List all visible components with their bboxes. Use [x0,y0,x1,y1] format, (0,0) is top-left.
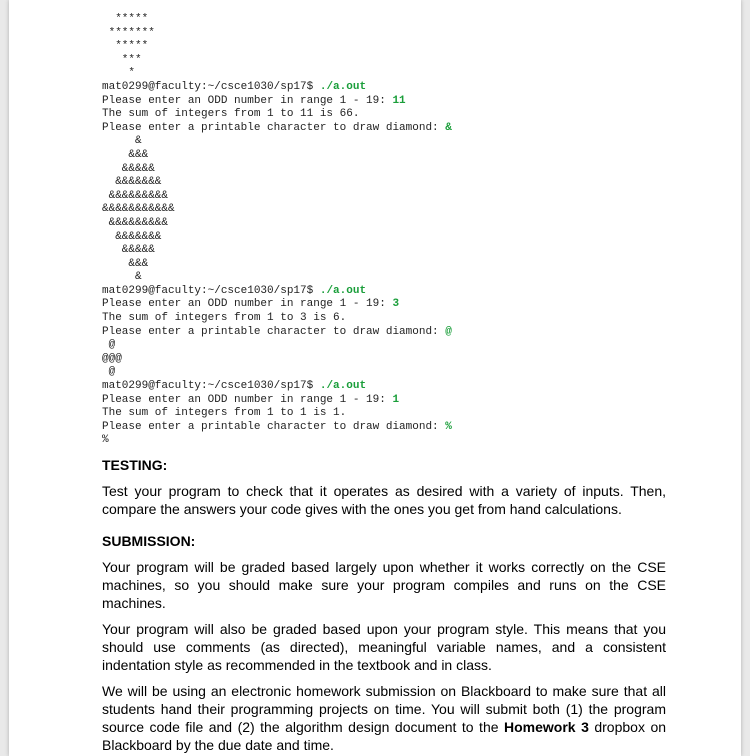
question-text: Please enter an ODD number in range 1 - 19: [102,94,393,107]
question-line [102,95,452,109]
answer-text: % [445,420,452,433]
diamond-line: &&&&&&& [102,176,162,189]
question-line [102,394,452,408]
sum-line: The sum of integers from 1 to 3 is 6. [102,312,347,325]
dropbox-name: Homework 3 [504,719,589,735]
question-line [102,326,452,340]
diamond-line: &&&&&&&&&&& [102,203,175,216]
diamond-line: ***** [102,13,149,25]
question-text: Please enter an ODD number in range 1 - 19: [102,393,393,406]
question-line [102,298,452,312]
question-text: Please enter a printable character to draw diamond: [102,121,446,134]
prompt-line [102,380,452,394]
diamond-line: &&&&& [102,162,155,175]
testing-heading: TESTING: [102,457,168,473]
command-text: ./a.out [319,284,367,297]
diamond-line: @ [102,339,116,352]
diamond-line: &&& [102,257,149,270]
answer-text: & [445,121,452,134]
paragraph-text: dropbox on Blackboard by the due date and time. [102,719,667,753]
answer-text: 1 [392,393,400,406]
diamond-line: &&&&&&&&& [102,216,169,229]
diamond-line: &&&&& [102,244,155,257]
command-text: ./a.out [319,80,367,93]
document-body [102,456,666,754]
answer-text: 3 [392,298,400,311]
diamond-line: &&& [102,148,149,161]
shell-prompt: mat0299@faculty:~/csce1030/sp17$ [102,284,320,297]
document-page [9,0,741,756]
diamond-line: % [102,434,109,447]
answer-text: @ [445,325,452,338]
diamond-line: & [102,135,142,148]
diamond-line: &&&&&&& [102,230,162,243]
question-text: Please enter an ODD number in range 1 - 19: [102,298,393,311]
shell-prompt: mat0299@faculty:~/csce1030/sp17$ [102,80,320,93]
diamond-line: ******* [102,26,155,39]
diamond-line: ***** [102,40,149,53]
prompt-line [102,285,452,299]
diamond-line: @@@ [102,352,122,365]
question-text: Please enter a printable character to draw diamond: [102,420,446,433]
question-line [102,421,452,435]
diamond-line: * [102,67,136,80]
diamond-line: *** [102,53,142,66]
diamond-line: & [102,271,142,284]
submission-paragraph-1: Your program will be graded based largely upon whether it works correctly on the CSE machines, so you should make sure your program compiles and runs on the CSE machines. [102,559,666,611]
question-text: Please enter a printable character to draw diamond: [102,325,446,338]
shell-prompt: mat0299@faculty:~/csce1030/sp17$ [102,380,320,393]
submission-paragraph-3 [102,682,666,754]
prompt-line [102,81,452,95]
diamond-line: @ [102,366,116,379]
diamond-line: &&&&&&&&& [102,189,169,202]
sum-line: The sum of integers from 1 to 1 is 1. [102,407,347,420]
testing-paragraph: Test your program to check that it operates as desired with a variety of inputs. Then, compare the answers your code gives with the ones you get from hand calculations. [102,483,666,517]
submission-heading: SUBMISSION: [102,533,196,549]
question-line [102,122,452,136]
submission-paragraph-2: Your program will also be graded based upon your program style. This means that you should use comments (as directed), meaningful variable names, and a consistent indentation style as recommended in the textbook and in class. [102,621,666,673]
paragraph-text: We will be using an electronic homework submission on Blackboard to make sure that all students hand their programming projects on time. You will submit both (1) the program source code file and (2) the algorithm design document to the [102,683,666,735]
command-text: ./a.out [319,380,367,393]
answer-text: 11 [392,94,406,107]
terminal-output [102,13,452,448]
sum-line: The sum of integers from 1 to 11 is 66. [102,108,360,121]
